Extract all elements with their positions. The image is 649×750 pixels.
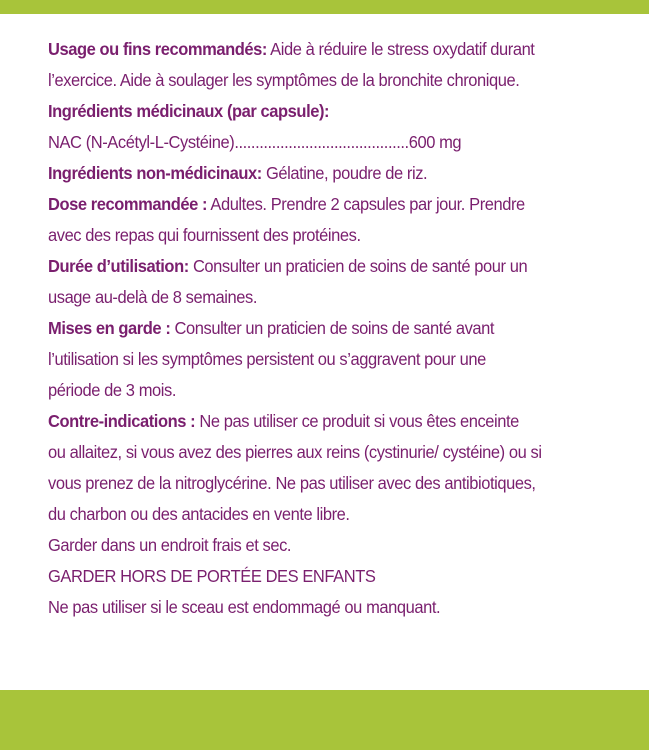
- non-medicinal-text: Gélatine, poudre de riz.: [266, 163, 428, 183]
- dose-line-2: avec des repas qui fournissent des protéines.: [48, 225, 361, 245]
- duration-heading: Durée d’utilisation:: [48, 256, 189, 276]
- warnings-heading: Mises en garde :: [48, 318, 171, 338]
- seal-warning: Ne pas utiliser si le sceau est endommagé ou manquant.: [48, 597, 441, 617]
- contraindications-heading: Contre-indications :: [48, 411, 196, 431]
- medicinal-heading-line: [48, 96, 605, 127]
- non-medicinal-line: [48, 158, 605, 189]
- dose-line-1: [48, 189, 605, 220]
- contraindications-text-1: Ne pas utiliser ce produit si vous êtes enceinte: [199, 411, 519, 431]
- label-text-block: [48, 34, 605, 623]
- storage-instruction: Garder dans un endroit frais et sec.: [48, 535, 292, 555]
- dose-heading: Dose recommandée :: [48, 194, 208, 214]
- non-medicinal-heading: Ingrédients non-médicinaux:: [48, 163, 262, 183]
- usage-text-1: Aide à réduire le stress oxydatif durant: [270, 39, 535, 59]
- medicinal-heading: Ingrédients médicinaux (par capsule):: [48, 101, 330, 121]
- children-warning: GARDER HORS DE PORTÉE DES ENFANTS: [48, 566, 376, 586]
- bottom-accent-band: [0, 690, 649, 750]
- warnings-line-1: [48, 313, 605, 344]
- usage-heading: Usage ou fins recommandés:: [48, 39, 267, 59]
- contraindications-line-4: du charbon ou des antacides en vente libre.: [48, 504, 350, 524]
- duration-line-2: usage au-delà de 8 semaines.: [48, 287, 257, 307]
- warnings-line-2: l’utilisation si les symptômes persistent ou s’aggravent pour une: [48, 349, 486, 369]
- usage-line-1: [48, 34, 605, 65]
- medicinal-ingredient: NAC (N-Acétyl-L-Cystéine)..........................................600 mg: [48, 132, 462, 152]
- duration-text-1: Consulter un praticien de soins de santé pour un: [192, 256, 528, 276]
- contraindications-line-3: vous prenez de la nitroglycérine. Ne pas utiliser avec des antibiotiques,: [48, 473, 536, 493]
- usage-line-2: l’exercice. Aide à soulager les symptômes de la bronchite chronique.: [48, 70, 520, 90]
- dose-text-1: Adultes. Prendre 2 capsules par jour. Prendre: [210, 194, 525, 214]
- duration-line-1: [48, 251, 605, 282]
- warnings-line-3: période de 3 mois.: [48, 380, 176, 400]
- top-accent-band: [0, 0, 649, 14]
- contraindications-line-2: ou allaitez, si vous avez des pierres aux reins (cystinurie/ cystéine) ou si: [48, 442, 542, 462]
- warnings-text-1: Consulter un praticien de soins de santé avant: [174, 318, 495, 338]
- contraindications-line-1: [48, 406, 605, 437]
